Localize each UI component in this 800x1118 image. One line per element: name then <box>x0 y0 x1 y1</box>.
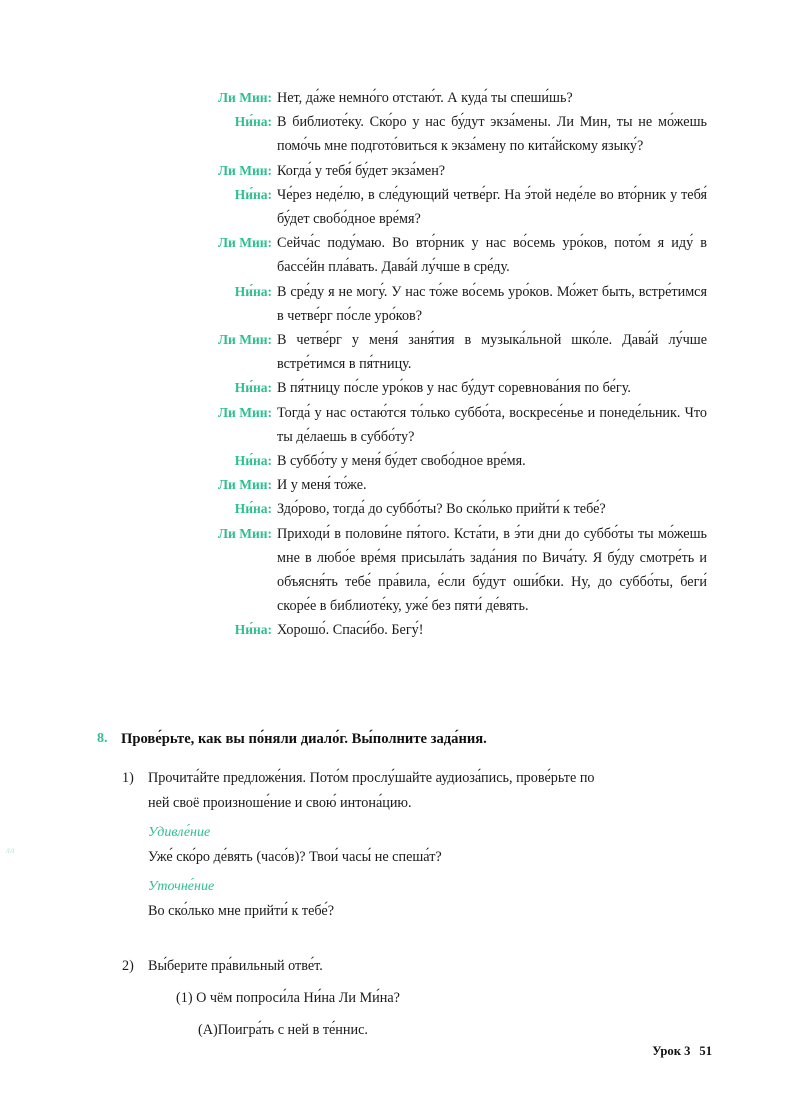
speaker-label: Ни́на: <box>234 186 272 202</box>
dialogue-turn <box>0 328 800 376</box>
dialogue-text: Когда́ у тебя́ бу́дет экза́мен? <box>277 162 446 179</box>
speaker-label: Ни́на: <box>234 380 272 396</box>
dialogue-turn <box>0 376 800 400</box>
exercise-heading <box>0 728 800 750</box>
dialogue-turn <box>0 159 800 183</box>
speaker-label: Ни́на: <box>234 622 272 638</box>
dialogue-turn <box>0 618 800 642</box>
dialogue-turn <box>0 183 800 231</box>
exercise-block <box>0 728 800 1043</box>
question-text: О чём попроси́ла Ни́на Ли Ми́на? <box>196 990 400 1006</box>
dialogue-text: Хорошо́. Спаси́бо. Бегу́! <box>277 622 424 639</box>
dialogue-turn <box>0 473 800 497</box>
dialogue-text: Сейча́с поду́маю. Во вто́рник у нас во́семь уро́ков, пото́м я иду́ в бассе́йн пла́вать. Дава́й лу́чше в сре́ду. <box>277 235 707 276</box>
task-body <box>148 954 618 1043</box>
dialogue-turn <box>0 86 800 110</box>
task-body <box>148 766 618 924</box>
example-sentence-clarification: Во ско́лько мне прийти́ к тебе́? <box>148 903 335 919</box>
speaker-label: Ли Мин: <box>217 404 272 420</box>
task-number: 2) <box>122 958 134 974</box>
dialogue-text: В четве́рг у меня́ заня́тия в музыка́льной шко́ле. Дава́й лу́чше встре́тимся в пя́тницу. <box>277 332 707 373</box>
speaker-label: Ли Мин: <box>217 162 272 178</box>
dialogue-text: Нет, да́же немно́го отстаю́т. А куда́ ты спеши́шь? <box>277 90 573 106</box>
dialogue-block <box>0 86 800 643</box>
speaker-label: Ли Мин: <box>217 332 272 348</box>
task-instruction: Прочита́йте предложе́ния. Пото́м прослу́шайте аудиоза́пись, прове́рьте по ней своё произноше́ние и свою́ интона́цию. <box>148 770 595 811</box>
task-item <box>0 766 800 924</box>
dialogue-turn <box>0 110 800 158</box>
speaker-label: Ли Мин: <box>217 90 272 105</box>
speaker-label: Ни́на: <box>234 114 272 130</box>
intonation-label-clarification: Уточне́ние <box>148 879 215 894</box>
question-item <box>148 986 618 1011</box>
footer-lesson: Урок 3 <box>652 1044 691 1058</box>
dialogue-text: В пя́тницу по́сле уро́ков у нас бу́дут соревнова́ния по бе́гу. <box>277 380 631 397</box>
speaker-label: Ли Мин: <box>217 525 272 541</box>
dialogue-text: И у меня́ то́же. <box>277 477 367 494</box>
dialogue-text: В библиоте́ку. Ско́ро у нас бу́дут экза́мены. Ли Мин, ты не мо́жешь помо́чь мне подгото́виться к экза́мену по кита́йскому языку́? <box>277 114 707 155</box>
exercise-heading-text: Прове́рьте, как вы по́няли диало́г. Вы́полните зада́ния. <box>121 731 487 747</box>
exercise-number: 8. <box>97 731 108 746</box>
task-instruction: Вы́берите пра́вильный отве́т. <box>148 958 323 974</box>
dialogue-turn <box>0 449 800 473</box>
question-number: (1) <box>176 990 193 1006</box>
dialogue-text: В сре́ду я не могу́. У нас то́же во́семь уро́ков. Мо́жет быть, встре́тимся в четве́рг по́сле уро́ков? <box>277 283 707 324</box>
example-sentence-surprise: Уже́ ско́ро де́вять (часо́в)? Твои́ часы́ не спеша́т? <box>148 849 442 865</box>
scan-artifact: лл <box>6 845 15 855</box>
dialogue-text: Здо́рово, тогда́ до суббо́ты? Во ско́лько прийти́ к тебе́? <box>277 501 606 518</box>
speaker-label: Ли Мин: <box>217 477 272 493</box>
speaker-label: Ни́на: <box>234 453 272 469</box>
dialogue-turn <box>0 231 800 279</box>
speaker-label: Ни́на: <box>234 283 272 299</box>
dialogue-text: В суббо́ту у меня́ бу́дет свобо́дное вре́мя. <box>277 453 526 470</box>
dialogue-turn <box>0 280 800 328</box>
dialogue-text: Приходи́ в полови́не пя́того. Кста́ти, в э́ти дни до суббо́ты ты мо́жешь мне в любо́е вре́мя присыла́ть зада́ния по Вича́ту. Я бу́ду смотре́ть и объясня́ть тебе́ пра́вила, е́сли бу́дут оши́бки. Ну, до суббо́ты, беги́ скоре́е в библиоте́ку, уже́ без пяти́ де́вять. <box>277 525 707 615</box>
speaker-label: Ли Мин: <box>217 235 272 251</box>
speaker-label: Ни́на: <box>234 501 272 517</box>
dialogue-turn <box>0 401 800 449</box>
intonation-label-surprise: Удивле́ние <box>148 825 211 840</box>
dialogue-turn <box>0 522 800 619</box>
option-text: Поигра́ть с ней в те́ннис. <box>217 1022 368 1038</box>
option-letter: (A) <box>198 1022 218 1038</box>
task-number: 1) <box>122 770 134 786</box>
task-item <box>0 954 800 1043</box>
dialogue-text: Че́рез неде́лю, в сле́дующий четве́рг. На э́той неде́ле во вто́рник у тебя́ бу́дет свобо́дное вре́мя? <box>277 186 707 228</box>
dialogue-turn <box>0 497 800 521</box>
dialogue-text: Тогда́ у нас остаю́тся то́лько суббо́та, воскресе́нье и понеде́льник. Что ты де́лаешь в суббо́ту? <box>277 404 707 445</box>
answer-option[interactable] <box>148 1018 618 1043</box>
footer-page-number: 51 <box>699 1044 712 1058</box>
page-footer <box>0 1044 800 1059</box>
